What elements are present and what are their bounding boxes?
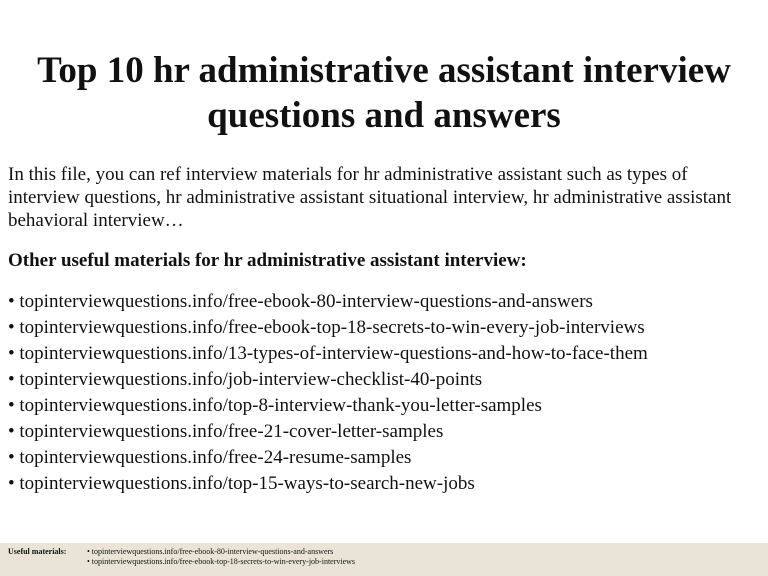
title-line-1: Top 10 hr administrative assistant interview <box>37 50 731 91</box>
page-title <box>0 48 768 138</box>
footer-label-text: Useful materials <box>8 547 64 556</box>
materials-list <box>8 289 760 497</box>
materials-link[interactable]: • topinterviewquestions.info/free-21-cover-letter-samples <box>8 421 444 442</box>
footer-links <box>87 547 355 567</box>
materials-link[interactable]: • topinterviewquestions.info/free-24-resume-samples <box>8 447 412 468</box>
footer-link[interactable]: • topinterviewquestions.info/free-ebook-top-18-secrets-to-win-every-job-interviews <box>87 557 356 566</box>
footer-label-colon: : <box>63 547 67 556</box>
materials-link[interactable]: • topinterviewquestions.info/top-15-ways-to-search-new-jobs <box>8 473 475 494</box>
footer-bar <box>0 543 768 576</box>
materials-link[interactable]: • topinterviewquestions.info/free-ebook-top-18-secrets-to-win-every-job-interviews <box>8 317 645 338</box>
materials-link[interactable]: • topinterviewquestions.info/top-8-interview-thank-you-letter-samples <box>8 395 542 416</box>
materials-link[interactable]: • topinterviewquestions.info/13-types-of-interview-questions-and-how-to-face-them <box>8 343 648 364</box>
materials-heading: Other useful materials for hr administrative assistant interview: <box>8 250 527 271</box>
materials-link[interactable]: • topinterviewquestions.info/job-interview-checklist-40-points <box>8 369 483 390</box>
intro-paragraph: In this file, you can ref interview materials for hr administrative assistant such as types of interview questions, hr administrative assistant situational interview, hr administrative assistant behavioral interview… <box>8 164 732 231</box>
materials-link[interactable]: • topinterviewquestions.info/free-ebook-80-interview-questions-and-answers <box>8 291 593 312</box>
footer-label <box>8 547 66 557</box>
footer-link[interactable]: • topinterviewquestions.info/free-ebook-80-interview-questions-and-answers <box>87 547 334 556</box>
title-line-2: questions and answers <box>207 95 561 136</box>
